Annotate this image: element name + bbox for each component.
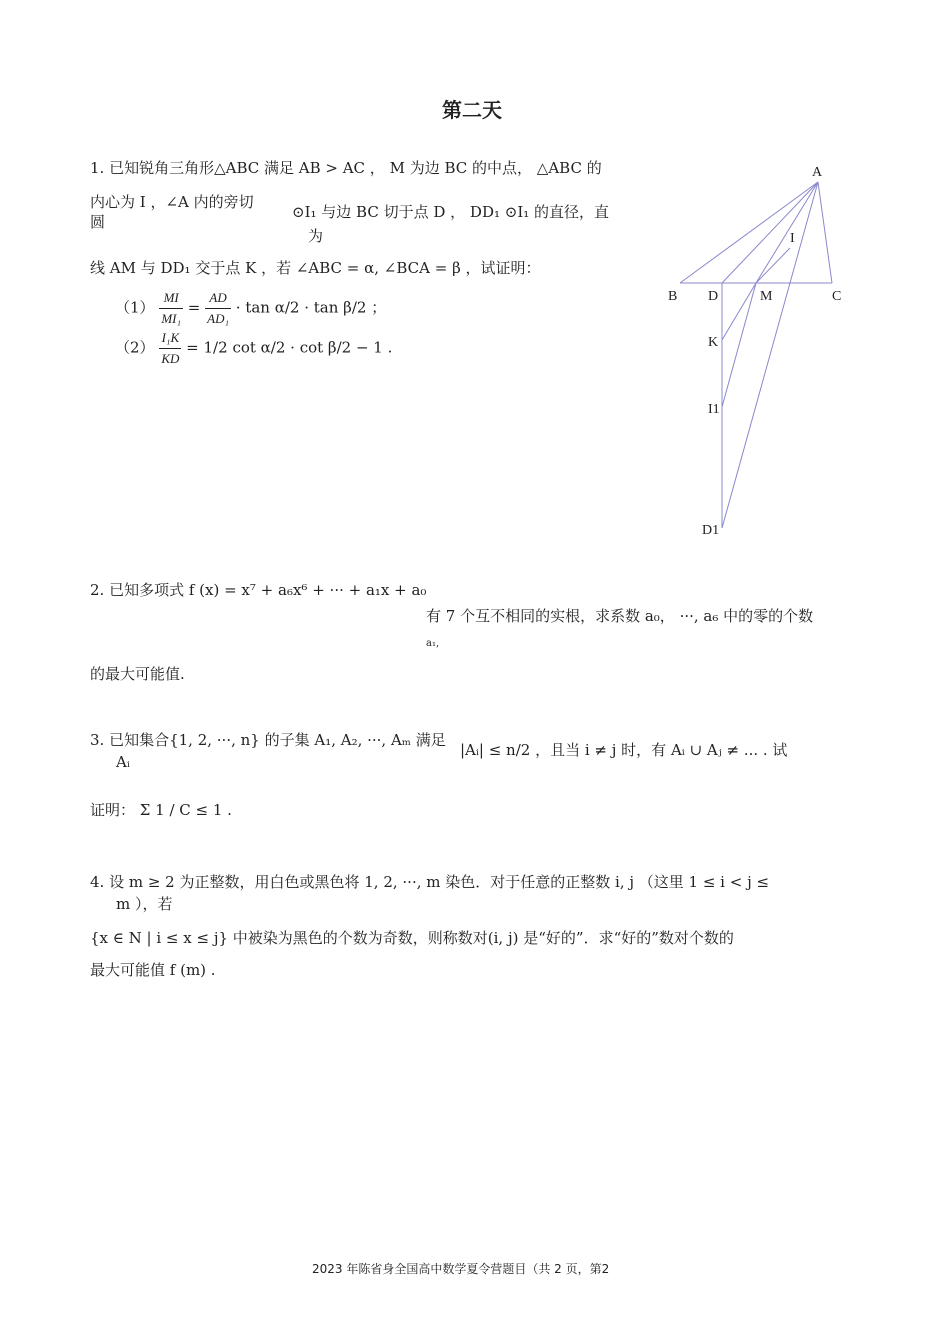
problem1-part2: （2） $\frac{\text{I₁K}}{KD}$ = 1/2 cot α/2 · cot β/2 − 1 . <box>115 328 392 369</box>
problem1-line2b: 圆 <box>90 213 106 231</box>
part2-tail: cot α/2 · cot β/2 − 1 . <box>232 338 393 357</box>
problem3-line1: 3. 已知集合{1, 2, ···, n} 的子集 A₁, A₂, ···, Aₘ 满足 <box>90 731 446 749</box>
label-k: K <box>708 335 719 350</box>
segment-am <box>756 182 818 283</box>
problem4-line1b: m ），若 <box>116 895 173 913</box>
segment-ab <box>680 182 818 283</box>
label-i1: I1 <box>708 402 720 417</box>
problem1-part1: （1） $\frac{MI}{\text{MI₁}}$ = $\frac{AD}{\text{AD₁}}$ · tan α/2 · tan β/2 ； <box>115 288 386 329</box>
segment-ac <box>818 182 832 283</box>
segment-im <box>756 248 790 283</box>
half-coefficient: 1/2 <box>203 338 228 357</box>
problem1-line2d: 为 <box>308 227 324 245</box>
fraction-ad-numerator: AD <box>205 288 231 309</box>
fraction-mi-numerator: MI <box>159 288 183 309</box>
problem3-line1b: Aᵢ <box>116 753 130 771</box>
fraction-mi <box>159 288 183 329</box>
label-d: D <box>708 289 719 304</box>
segment-mi1 <box>722 283 756 407</box>
label-a: A <box>812 165 823 180</box>
problem2-line2b: a₁, <box>426 638 440 649</box>
problem1-line1: 1. 已知锐角三角形△ABC 满足 AB > AC ， M 为边 BC 的中点， △ABC 的 <box>90 159 602 177</box>
geometry-figure <box>660 160 860 550</box>
problem4-line1: 4. 设 m ≥ 2 为正整数，用白色或黑色将 1, 2, ···, m 染色．对于任意的正整数 i, j （这里 1 ≤ i < j ≤ <box>90 873 770 891</box>
fraction-ik-numerator: I₁K <box>159 328 181 349</box>
fraction-ik-denominator: KD <box>161 351 180 366</box>
label-b: B <box>668 289 678 304</box>
page-title: 第二天 <box>442 98 502 122</box>
fraction-mi-denominator: MI₁ <box>161 311 182 326</box>
problem1-line3: 线 AM 与 DD₁ 交于点 K ，若 ∠ABC = α, ∠BCA = β ，试证明： <box>90 259 541 277</box>
label-i: I <box>790 231 795 246</box>
label-m: M <box>760 289 773 304</box>
part1-label: （1） <box>115 298 155 317</box>
problem4-line3: 最大可能值 f (m) . <box>90 961 216 979</box>
label-c: C <box>832 289 842 304</box>
fraction-ad <box>205 288 231 329</box>
part2-label: （2） <box>115 338 155 357</box>
problem1-line2c: ⊙I₁ 与边 BC 切于点 D ， DD₁ ⊙I₁ 的直径，直 <box>292 203 610 221</box>
figure-lines <box>680 182 832 528</box>
fraction-ik <box>159 328 181 369</box>
problem1-line2a: 内心为 I ，∠A 内的旁切 <box>90 193 254 211</box>
problem2-line2: 有 7 个互不相同的实根，求系数 a₀， ···, a₆ 中的零的个数 <box>426 607 814 625</box>
problem2-line1: 2. 已知多项式 f (x) = x⁷ + a₆x⁶ + ··· + a₁x + a₀ <box>90 581 427 599</box>
problem2-line3: 的最大可能值. <box>90 665 185 683</box>
part1-tail: tan α/2 · tan β/2 ； <box>245 298 387 317</box>
page-footer: 2023 年陈省身全国高中数学夏令营题目（共 2 页，第2 <box>312 1262 610 1276</box>
label-d1: D1 <box>702 523 720 538</box>
problem3-line1c: |Aᵢ| ≤ n/2 ，且当 i ≠ j 时，有 Aᵢ ∪ Aⱼ ≠ ... . 试 <box>460 741 788 759</box>
fraction-ad-denominator: AD₁ <box>207 311 229 326</box>
problem4-line2: {x ∈ N | i ≤ x ≤ j} 中被染为黑色的个数为奇数，则称数对(i, j) 是“好的”．求“好的”数对个数的 <box>90 929 734 947</box>
segment-mk <box>722 283 756 340</box>
problem3-line2: 证明： Σ 1 / C ≤ 1 . <box>90 801 232 819</box>
